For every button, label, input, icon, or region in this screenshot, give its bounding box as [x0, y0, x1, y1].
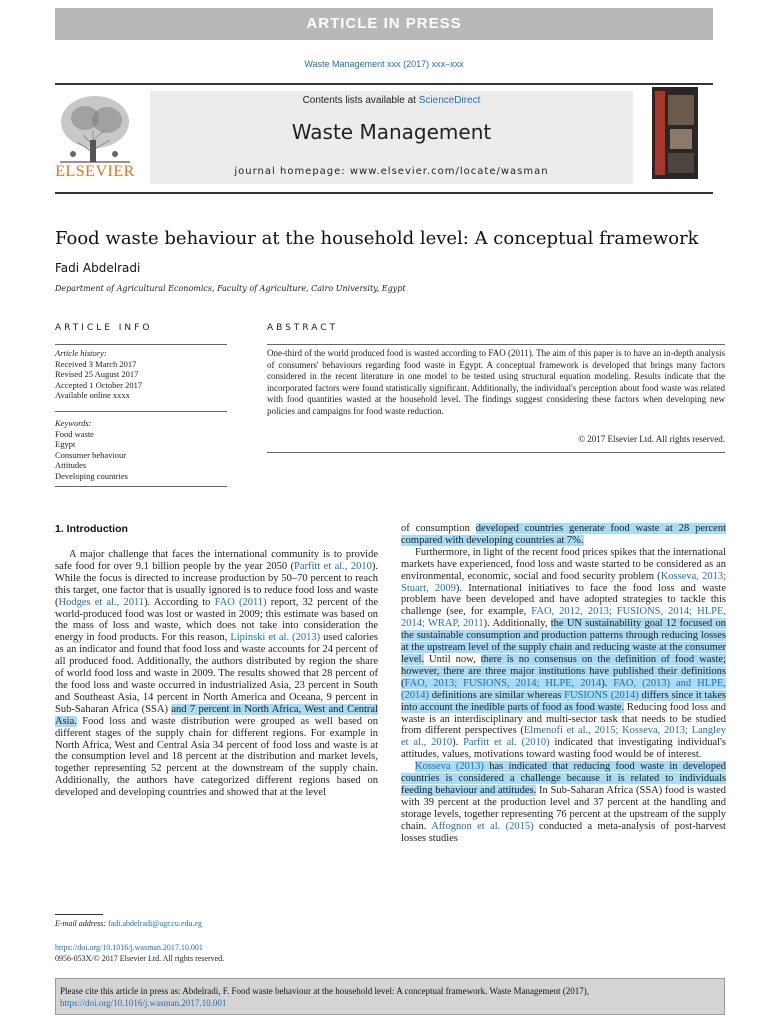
author-name: Fadi Abdelradi: [55, 261, 141, 275]
contents-line: Contents lists available at ScienceDirect: [302, 95, 481, 106]
header-bottom-rule: [55, 192, 713, 194]
elsevier-wordmark: ELSEVIER: [55, 163, 135, 180]
doi-link[interactable]: https://doi.org/10.1016/j.wasman.2017.10.001: [55, 943, 203, 952]
journal-reference-link[interactable]: Waste Management xxx (2017) xxx–xxx: [304, 59, 464, 69]
body-column-left: A major challenge that faces the international community is to provide safe food for over 9.1 billion people by the year 2050 (Parfitt et al., 2010). While the focus is directed to increase production by 50–70 percent to reach this target, one factor that is usually ignored is to reduce food loss and waste (Hodges et al., 2011). According to FAO (2011) report, 32 percent of the world-produced food was lost or wasted in 2009; this estimate was based on the mass of loss and waste, which does not take into consideration the energy in food products. For this reason, Lipinski et al. (2013) used calories as an indicator and found that food loss and waste accounts for 24 percent of all produced food. Additionally, the authors distributed by region the share of world food loss and waste in 2009. The results showed that 28 percent of the food loss and waste occurred in industrialized Asia, 23 percent in South and Southeast Asia, 14 percent in North America and Oceana, 9 percent in Sub-Saharan Africa (SSA) and 7 percent in North Africa, West and Central Asia. Food loss and waste distribution were grouped as well based on different stages of the supply chain for different regions. For example in North Africa, West and Central Asia 34 percent of food loss and waste is at the consumption level and 18 percent at the distribution and market levels, together representing 52 percent at the downstream of the supply chain. Additionally, the authors have categorized different regions based on developed and developing countries and showed that at the level: [55, 549, 378, 799]
keywords-rule: [55, 486, 227, 487]
article-info-rule: [55, 344, 227, 345]
article-info-heading: ARTICLE INFO: [55, 323, 153, 333]
article-history: Article history: Received 3 March 2017 Revised 25 August 2017 Accepted 1 October 2017 Available online xxxx: [55, 348, 143, 400]
header-top-rule: [55, 83, 713, 85]
abstract-heading: ABSTRACT: [267, 323, 339, 333]
article-info-divider: [55, 411, 227, 412]
email-link[interactable]: fadi.abdelradi@agr.cu.edu.eg: [108, 919, 203, 928]
article-in-press-banner: ARTICLE IN PRESS: [55, 8, 713, 40]
author-affiliation: Department of Agricultural Economics, Faculty of Agriculture, Cairo University, Egypt: [55, 284, 406, 293]
abstract-text: One-third of the world produced food is wasted according to FAO (2011). The aim of this paper is to have an in-depth analysis of consumers' behaviours regarding food waste in Egypt. A conceptual framework is developed that brings many factors considered in the recent literature in one model to be tested using structural equation modeling. Results indicate that the incorporated factors were found statistically significant. Additionally, the individual's perception about food waste was related with food quantities wasted at the household level. The findings suggest considering these factors when developing new policies and campaigns for food waste reduction.: [267, 348, 725, 416]
footnote-rule: [55, 914, 103, 915]
sciencedirect-link[interactable]: ScienceDirect: [418, 95, 481, 106]
doi-block: https://doi.org/10.1016/j.wasman.2017.10.001 0956-053X/© 2017 Elsevier Ltd. All rights reserved.: [55, 943, 225, 963]
citation-box: Please cite this article in press as: Abdelradi, F. Food waste behaviour at the household level: A conceptual framework. Waste Management (2017), https://doi.org/10.1016/j.wasman.2017.10.001: [55, 978, 725, 1015]
journal-cover-thumbnail: [652, 87, 698, 179]
keywords: Keywords: Food waste Egypt Consumer behaviour Attitudes Developing countries: [55, 418, 128, 481]
journal-name: Waste Management: [291, 120, 492, 144]
author-email: E-mail address: fadi.abdelradi@agr.cu.edu.eg: [55, 919, 203, 928]
abstract-rule: [267, 344, 725, 345]
citation-doi-link[interactable]: https://doi.org/10.1016/j.wasman.2017.10.001: [60, 998, 227, 1008]
abstract-copyright: © 2017 Elsevier Ltd. All rights reserved.: [578, 434, 725, 444]
section-heading: 1. Introduction: [55, 523, 128, 535]
journal-homepage: journal homepage: www.elsevier.com/locate/wasman: [234, 166, 549, 177]
article-title: Food waste behaviour at the household level: A conceptual framework: [55, 228, 699, 249]
abstract-bottom-rule: [267, 452, 725, 453]
body-column-right: of consumption developed countries generate food waste at 28 percent compared with developing countries at 7%. Furthermore, in light of the recent food prices spikes that the international markets have experienced, food loss and waste started to be considered as an environmental, economic, social and food security problem (Kosseva, 2013; Stuart, 2009). International initiatives to face the food loss and waste problem have been developed and have adopted strategies to tackle this challenge (see, for example, FAO, 2012, 2013; FUSIONS, 2014; HLPE, 2014; WRAP, 2011). Additionally, the UN sustainability goal 12 focused on the sustainable consumption and production patterns through reducing losses at the upstream level of the supply chain and reducing waste at the consumer level. Until now, there is no consensus on the definition of food waste; however, there are three major institutions have published their definitions (FAO, 2013; FUSIONS, 2014; HLPE, 2014). FAO, (2013) and HLPE, (2014) definitions are similar whereas FUSIONS (2014) differs since it takes into account the inedible parts of food as food waste. Reducing food loss and waste is an interdisciplinary and multi-sector task that needs to be studied from different perspectives (Elmenofi et al., 2015; Kosseva, 2013; Langley et al., 2010). Parfitt et al. (2010) indicated that investigating individual's attitudes, values, motivations toward wasting food would be of interest. Kosseva (2013) has indicated that reducing food waste in developed countries is considered a challenge because it is related to individuals feeding behaviour and attitudes. In Sub-Saharan Africa (SSA) food is wasted with 39 percent at the production level and 37 percent at the handling and storage levels, together representing 76 percent at the upstream of the supply chain. Affognon et al. (2015) conducted a meta-analysis of post-harvest losses studies: [401, 523, 727, 844]
